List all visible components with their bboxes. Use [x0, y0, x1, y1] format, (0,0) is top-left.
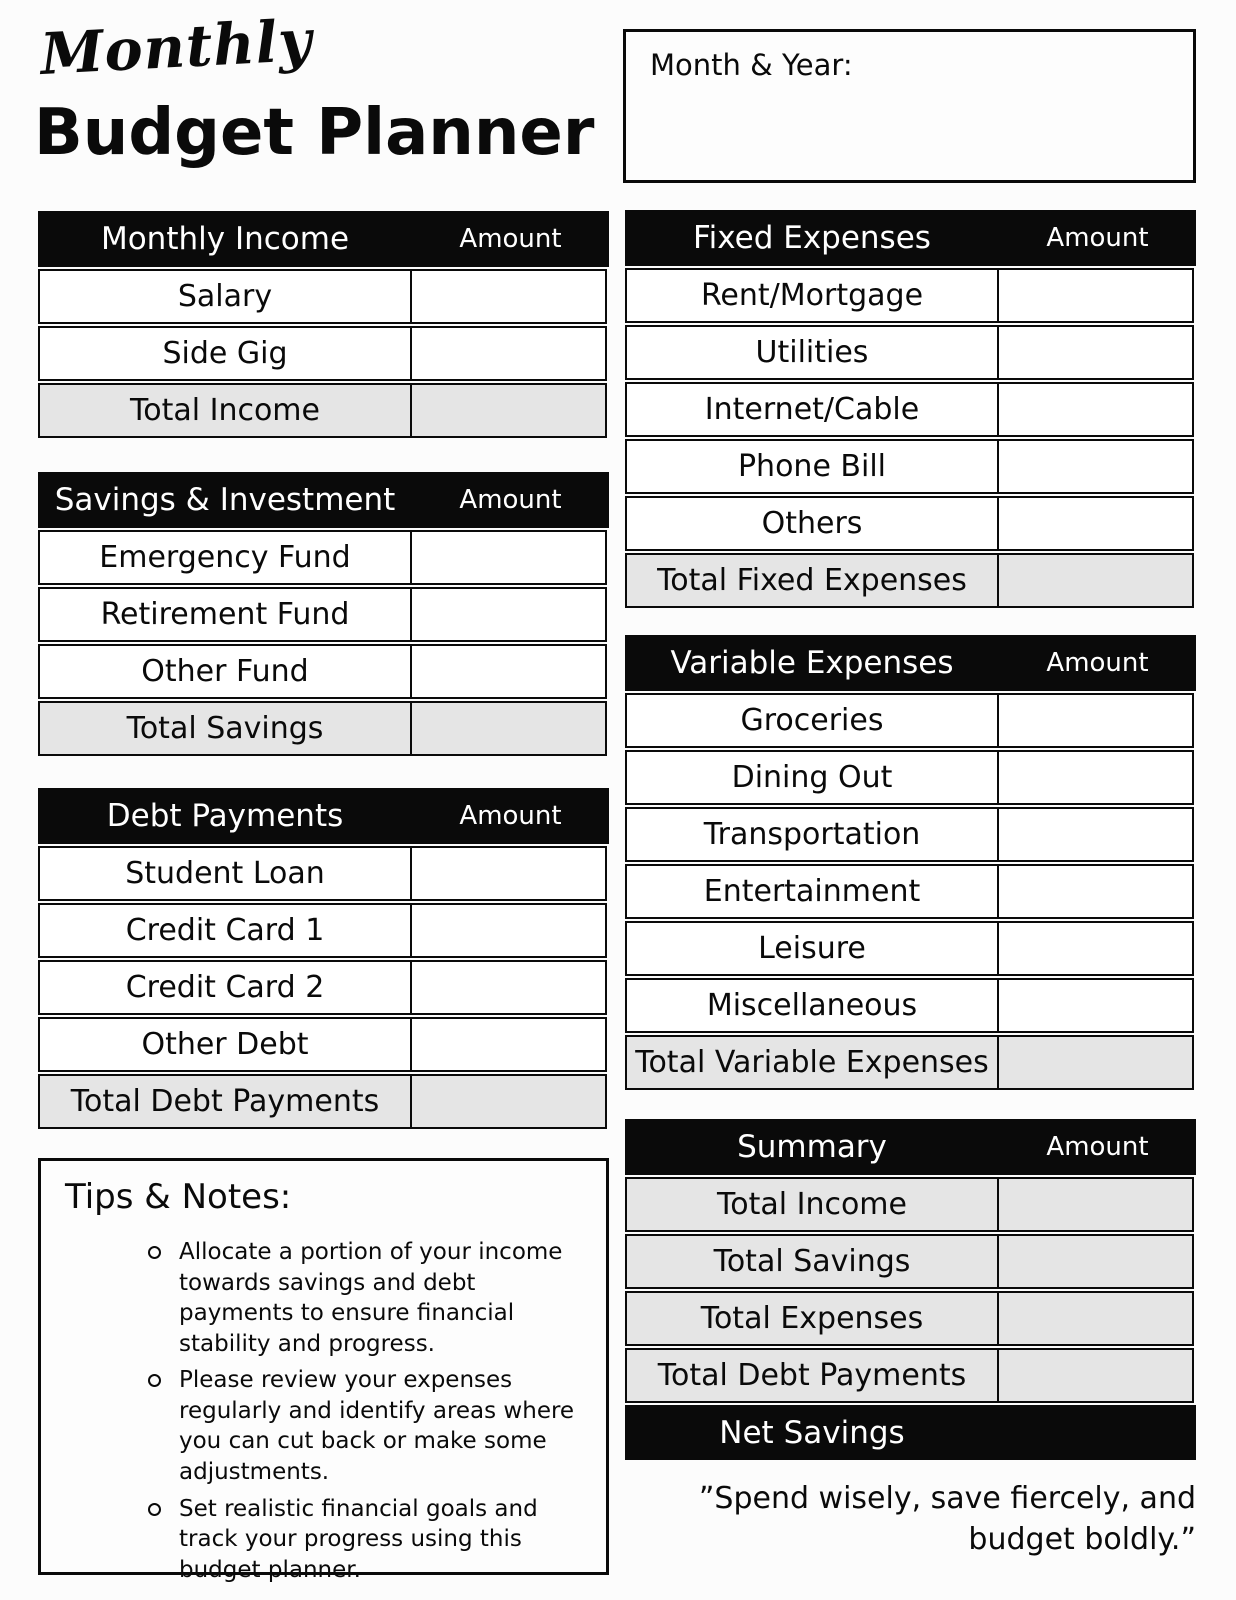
savings-header — [38, 472, 609, 528]
table-row — [625, 268, 1196, 323]
row-label: Internet/Cable — [625, 382, 999, 437]
debt-header — [38, 788, 609, 844]
page-title-script: Monthly — [38, 6, 314, 88]
row-label: Student Loan — [38, 846, 412, 901]
amount-cell[interactable] — [410, 960, 607, 1015]
net-savings-label: Net Savings — [719, 1414, 905, 1451]
amount-cell[interactable] — [997, 750, 1194, 805]
quote-line-2: budget boldly.” — [968, 1522, 1196, 1558]
table-title: Summary — [737, 1129, 887, 1165]
amount-cell[interactable] — [997, 1177, 1194, 1232]
table-row — [625, 439, 1196, 494]
row-label: Retirement Fund — [38, 587, 412, 642]
row-label: Phone Bill — [625, 439, 999, 494]
row-label: Credit Card 1 — [38, 903, 412, 958]
variable-header — [625, 635, 1196, 691]
amount-cell[interactable] — [410, 269, 607, 324]
amount-cell[interactable] — [410, 530, 607, 585]
fixed-header — [625, 210, 1196, 266]
amount-cell[interactable] — [997, 693, 1194, 748]
table-row — [625, 921, 1196, 976]
table-row — [38, 530, 609, 585]
row-label: Total Income — [38, 383, 412, 438]
amount-cell[interactable] — [410, 326, 607, 381]
month-year-label: Month & Year: — [650, 48, 853, 82]
amount-header: Amount — [1046, 1132, 1149, 1162]
savings-investment-table — [38, 472, 609, 756]
amount-cell[interactable] — [997, 325, 1194, 380]
table-title: Monthly Income — [100, 221, 350, 257]
amount-cell[interactable] — [997, 553, 1194, 608]
row-label: Rent/Mortgage — [625, 268, 999, 323]
variable-expenses-table — [625, 635, 1196, 1090]
tips-notes-box — [38, 1158, 609, 1583]
row-label: Transportation — [625, 807, 999, 862]
row-label: Emergency Fund — [38, 530, 412, 585]
summary-header — [625, 1119, 1196, 1175]
amount-cell[interactable] — [997, 1035, 1194, 1090]
amount-cell[interactable] — [997, 268, 1194, 323]
row-label: Total Expenses — [625, 1291, 999, 1346]
page-title-main: Budget Planner — [34, 96, 595, 170]
tips-title: Tips & Notes: — [65, 1177, 292, 1217]
table-row — [625, 1234, 1196, 1289]
amount-cell[interactable] — [997, 864, 1194, 919]
amount-cell[interactable] — [997, 978, 1194, 1033]
table-row — [625, 496, 1196, 551]
month-year-box — [623, 29, 1196, 183]
table-row — [38, 644, 609, 699]
row-label: Others — [625, 496, 999, 551]
row-label: Total Variable Expenses — [625, 1035, 999, 1090]
amount-cell[interactable] — [410, 644, 607, 699]
table-row — [625, 693, 1196, 748]
debt-payments-table — [38, 788, 609, 1129]
amount-cell[interactable] — [997, 496, 1194, 551]
amount-cell[interactable] — [410, 1017, 607, 1072]
table-row — [625, 807, 1196, 862]
row-label: Salary — [38, 269, 412, 324]
amount-header: Amount — [459, 801, 562, 831]
row-label: Other Fund — [38, 644, 412, 699]
table-row — [38, 846, 609, 901]
row-label: Credit Card 2 — [38, 960, 412, 1015]
row-label: Total Savings — [38, 701, 412, 756]
row-label: Utilities — [625, 325, 999, 380]
quote — [556, 1478, 1196, 1561]
total-row — [625, 1035, 1196, 1090]
row-label: Other Debt — [38, 1017, 412, 1072]
table-row — [625, 978, 1196, 1033]
tips-list — [145, 1237, 591, 1585]
row-label: Dining Out — [625, 750, 999, 805]
amount-cell[interactable] — [410, 587, 607, 642]
row-label: Miscellaneous — [625, 978, 999, 1033]
quote-line-1: ”Spend wisely, save fiercely, and — [698, 1481, 1196, 1516]
amount-cell[interactable] — [997, 807, 1194, 862]
monthly-income-table — [38, 211, 609, 438]
table-row — [625, 1291, 1196, 1346]
total-row — [38, 701, 609, 756]
tips-item: Allocate a portion of your income towards savings and debt payments to ensure financial stability and progress. — [145, 1237, 591, 1359]
fixed-expenses-table — [625, 210, 1196, 608]
amount-header: Amount — [1046, 648, 1149, 678]
amount-header: Amount — [459, 485, 562, 515]
amount-cell[interactable] — [997, 439, 1194, 494]
row-label: Total Debt Payments — [625, 1348, 999, 1403]
table-title: Debt Payments — [106, 798, 344, 834]
row-label: Side Gig — [38, 326, 412, 381]
tips-item: Set realistic financial goals and track your progress using this budget planner. — [145, 1494, 591, 1586]
amount-cell[interactable] — [410, 383, 607, 438]
total-row — [38, 383, 609, 438]
row-label: Total Income — [625, 1177, 999, 1232]
amount-header: Amount — [459, 224, 562, 254]
row-label: Groceries — [625, 693, 999, 748]
table-row — [38, 960, 609, 1015]
row-label: Leisure — [625, 921, 999, 976]
row-label: Entertainment — [625, 864, 999, 919]
table-row — [625, 382, 1196, 437]
table-title: Variable Expenses — [670, 645, 954, 681]
amount-cell[interactable] — [410, 903, 607, 958]
table-row — [38, 326, 609, 381]
amount-cell[interactable] — [410, 701, 607, 756]
table-row — [38, 587, 609, 642]
amount-cell[interactable] — [997, 382, 1194, 437]
table-row — [625, 750, 1196, 805]
row-label: Total Debt Payments — [38, 1074, 412, 1129]
table-row — [38, 903, 609, 958]
amount-cell[interactable] — [997, 1348, 1194, 1403]
amount-cell[interactable] — [997, 1234, 1194, 1289]
table-title: Fixed Expenses — [693, 220, 931, 256]
row-label: Total Savings — [625, 1234, 999, 1289]
table-row — [625, 325, 1196, 380]
table-row — [625, 1177, 1196, 1232]
table-row — [38, 269, 609, 324]
row-label: Total Fixed Expenses — [625, 553, 999, 608]
amount-cell[interactable] — [997, 1291, 1194, 1346]
net-savings-footer — [625, 1405, 1196, 1460]
summary-table — [625, 1119, 1196, 1460]
table-row — [625, 864, 1196, 919]
total-row — [38, 1074, 609, 1129]
monthly-income-header — [38, 211, 609, 267]
tips-item: Please review your expenses regularly and identify areas where you can cut back or make some adjustments. — [145, 1365, 591, 1487]
amount-cell[interactable] — [997, 921, 1194, 976]
table-row — [38, 1017, 609, 1072]
table-title: Savings & Investment — [54, 482, 396, 518]
table-row — [625, 1348, 1196, 1403]
amount-header: Amount — [1046, 223, 1149, 253]
total-row — [625, 553, 1196, 608]
month-year-input[interactable] — [650, 88, 1193, 148]
amount-cell[interactable] — [410, 846, 607, 901]
amount-cell[interactable] — [410, 1074, 607, 1129]
